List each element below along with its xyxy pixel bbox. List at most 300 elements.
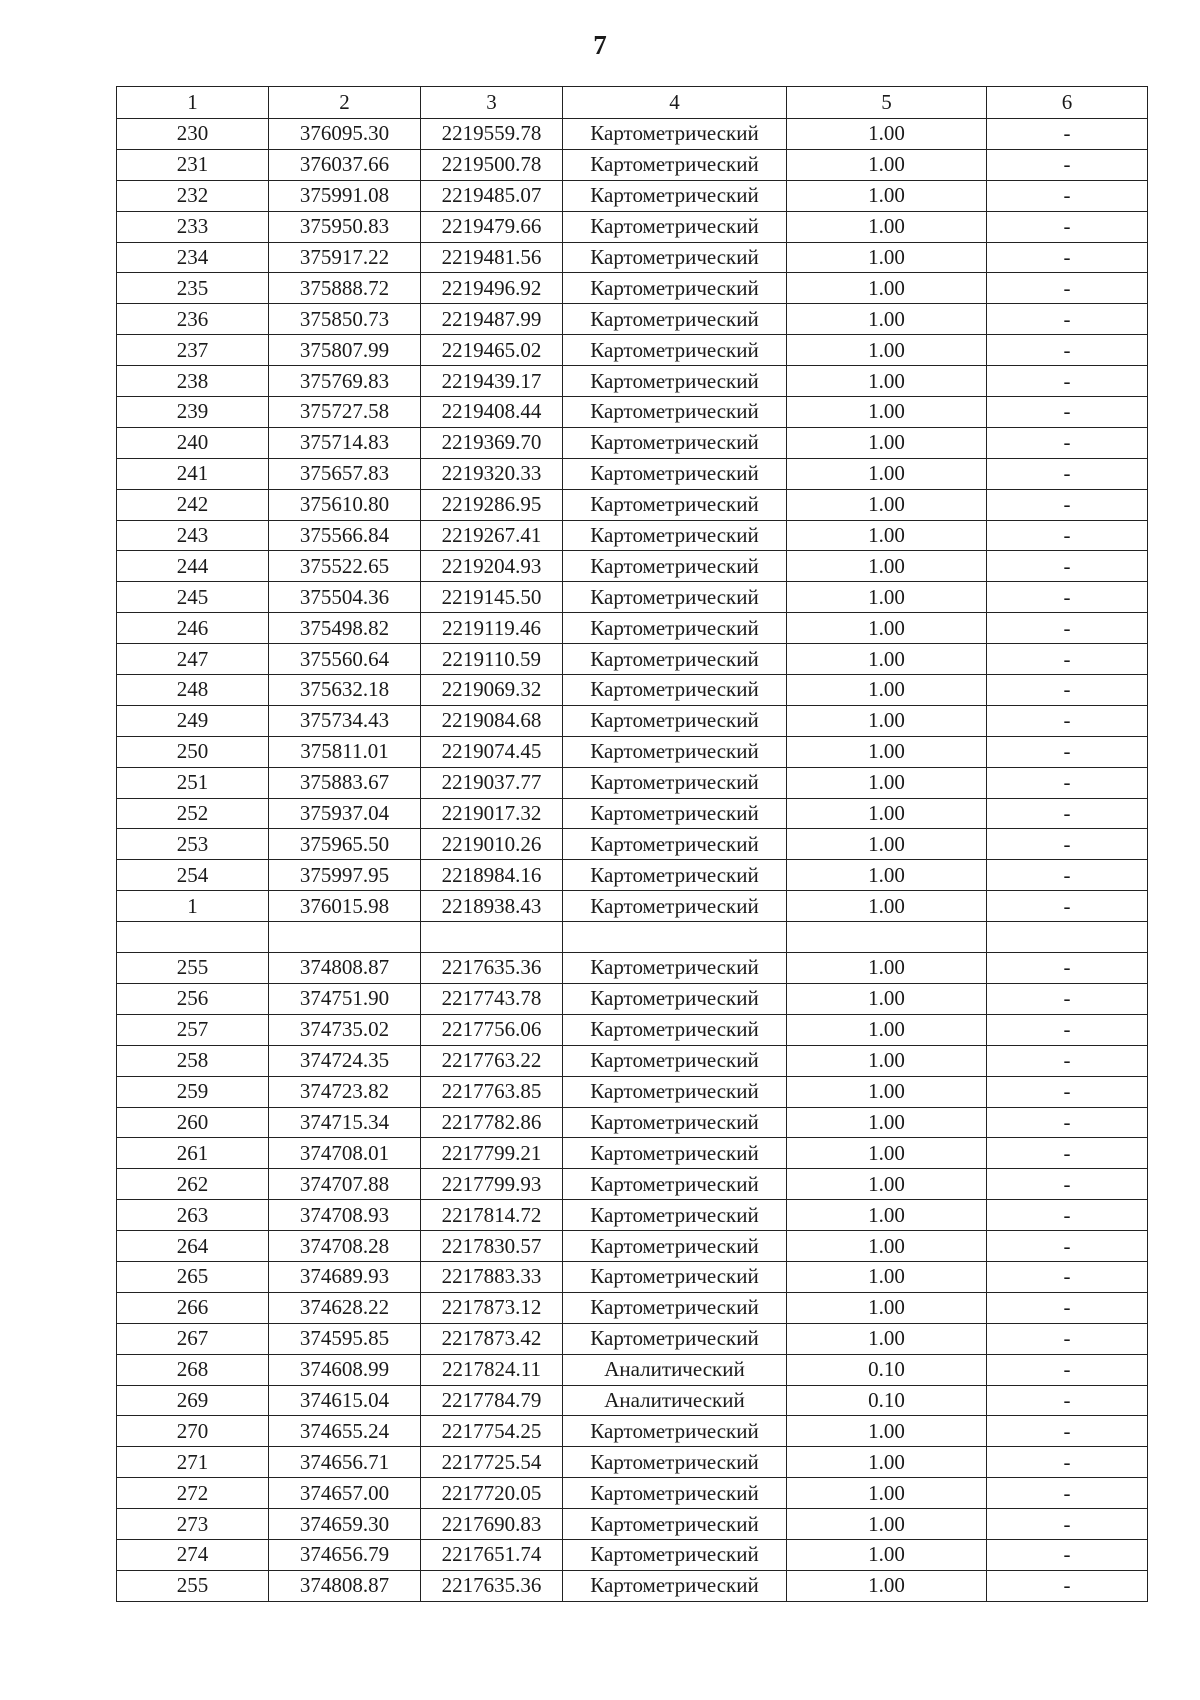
method-cell: Картометрический xyxy=(563,149,787,180)
description-cell: - xyxy=(987,180,1148,211)
x-coordinate-cell: 376037.66 xyxy=(269,149,421,180)
y-coordinate-cell: 2217830.57 xyxy=(421,1231,563,1262)
accuracy-cell: 0.10 xyxy=(787,1354,987,1385)
point-number-cell: 258 xyxy=(117,1045,269,1076)
point-number-cell: 251 xyxy=(117,767,269,798)
method-cell: Картометрический xyxy=(563,1138,787,1169)
y-coordinate-cell: 2219465.02 xyxy=(421,335,563,366)
description-cell: - xyxy=(987,211,1148,242)
accuracy-cell: 1.00 xyxy=(787,736,987,767)
y-coordinate-cell: 2217824.11 xyxy=(421,1354,563,1385)
x-coordinate-cell: 375727.58 xyxy=(269,397,421,428)
point-number-cell: 243 xyxy=(117,520,269,551)
x-coordinate-cell: 374689.93 xyxy=(269,1261,421,1292)
accuracy-cell: 1.00 xyxy=(787,520,987,551)
description-cell xyxy=(987,922,1148,953)
method-cell: Картометрический xyxy=(563,1570,787,1601)
point-number-cell: 236 xyxy=(117,304,269,335)
y-coordinate-cell: 2218984.16 xyxy=(421,860,563,891)
point-number-cell: 272 xyxy=(117,1478,269,1509)
accuracy-cell: 1.00 xyxy=(787,1292,987,1323)
accuracy-cell: 1.00 xyxy=(787,211,987,242)
table-row xyxy=(117,767,1148,798)
x-coordinate-cell: 375965.50 xyxy=(269,829,421,860)
description-cell: - xyxy=(987,829,1148,860)
method-cell: Картометрический xyxy=(563,427,787,458)
accuracy-cell: 1.00 xyxy=(787,798,987,829)
x-coordinate-cell: 374656.79 xyxy=(269,1539,421,1570)
x-coordinate-cell: 374724.35 xyxy=(269,1045,421,1076)
x-coordinate-cell: 375950.83 xyxy=(269,211,421,242)
description-cell: - xyxy=(987,953,1148,984)
y-coordinate-cell: 2217756.06 xyxy=(421,1014,563,1045)
y-coordinate-cell: 2219320.33 xyxy=(421,458,563,489)
table-row xyxy=(117,458,1148,489)
table-row xyxy=(117,829,1148,860)
point-number-cell: 255 xyxy=(117,1570,269,1601)
x-coordinate-cell: 375498.82 xyxy=(269,613,421,644)
point-number-cell: 245 xyxy=(117,582,269,613)
y-coordinate-cell: 2219439.17 xyxy=(421,366,563,397)
accuracy-cell: 1.00 xyxy=(787,489,987,520)
x-coordinate-cell: 376095.30 xyxy=(269,119,421,150)
x-coordinate-cell: 374735.02 xyxy=(269,1014,421,1045)
method-cell: Картометрический xyxy=(563,211,787,242)
description-cell: - xyxy=(987,1107,1148,1138)
description-cell: - xyxy=(987,1231,1148,1262)
description-cell: - xyxy=(987,736,1148,767)
x-coordinate-cell: 375504.36 xyxy=(269,582,421,613)
description-cell: - xyxy=(987,767,1148,798)
y-coordinate-cell: 2219487.99 xyxy=(421,304,563,335)
accuracy-cell: 1.00 xyxy=(787,983,987,1014)
header-cell-1: 1 xyxy=(117,87,269,119)
y-coordinate-cell: 2219479.66 xyxy=(421,211,563,242)
accuracy-cell: 1.00 xyxy=(787,829,987,860)
accuracy-cell: 1.00 xyxy=(787,1107,987,1138)
description-cell: - xyxy=(987,1416,1148,1447)
table-row xyxy=(117,1107,1148,1138)
table-row xyxy=(117,520,1148,551)
accuracy-cell: 1.00 xyxy=(787,613,987,644)
y-coordinate-cell: 2219286.95 xyxy=(421,489,563,520)
table-row xyxy=(117,211,1148,242)
accuracy-cell: 1.00 xyxy=(787,551,987,582)
x-coordinate-cell: 374707.88 xyxy=(269,1169,421,1200)
point-number-cell: 234 xyxy=(117,242,269,273)
accuracy-cell: 1.00 xyxy=(787,1231,987,1262)
x-coordinate-cell: 374628.22 xyxy=(269,1292,421,1323)
accuracy-cell: 1.00 xyxy=(787,366,987,397)
method-cell: Картометрический xyxy=(563,736,787,767)
point-number-cell: 252 xyxy=(117,798,269,829)
point-number-cell: 231 xyxy=(117,149,269,180)
y-coordinate-cell: 2219017.32 xyxy=(421,798,563,829)
table-row xyxy=(117,1539,1148,1570)
table-row xyxy=(117,1509,1148,1540)
method-cell: Картометрический xyxy=(563,860,787,891)
x-coordinate-cell: 374808.87 xyxy=(269,1570,421,1601)
point-number-cell: 244 xyxy=(117,551,269,582)
x-coordinate-cell xyxy=(269,922,421,953)
accuracy-cell: 1.00 xyxy=(787,953,987,984)
description-cell: - xyxy=(987,798,1148,829)
table-row xyxy=(117,798,1148,829)
x-coordinate-cell: 374751.90 xyxy=(269,983,421,1014)
y-coordinate-cell: 2219119.46 xyxy=(421,613,563,644)
accuracy-cell: 1.00 xyxy=(787,705,987,736)
y-coordinate-cell: 2219267.41 xyxy=(421,520,563,551)
y-coordinate-cell: 2219010.26 xyxy=(421,829,563,860)
table-row xyxy=(117,891,1148,922)
method-cell: Картометрический xyxy=(563,767,787,798)
description-cell: - xyxy=(987,520,1148,551)
description-cell: - xyxy=(987,149,1148,180)
table-row xyxy=(117,242,1148,273)
method-cell: Картометрический xyxy=(563,829,787,860)
table-row xyxy=(117,180,1148,211)
y-coordinate-cell: 2217799.21 xyxy=(421,1138,563,1169)
x-coordinate-cell: 375807.99 xyxy=(269,335,421,366)
description-cell: - xyxy=(987,397,1148,428)
method-cell: Картометрический xyxy=(563,180,787,211)
table-row xyxy=(117,1231,1148,1262)
accuracy-cell: 0.10 xyxy=(787,1385,987,1416)
table-row xyxy=(117,1478,1148,1509)
table-row xyxy=(117,397,1148,428)
method-cell: Картометрический xyxy=(563,1292,787,1323)
description-cell: - xyxy=(987,675,1148,706)
accuracy-cell: 1.00 xyxy=(787,1416,987,1447)
description-cell: - xyxy=(987,891,1148,922)
y-coordinate-cell: 2219496.92 xyxy=(421,273,563,304)
x-coordinate-cell: 375522.65 xyxy=(269,551,421,582)
table-row xyxy=(117,489,1148,520)
point-number-cell: 250 xyxy=(117,736,269,767)
x-coordinate-cell: 374608.99 xyxy=(269,1354,421,1385)
table-row xyxy=(117,1076,1148,1107)
method-cell: Картометрический xyxy=(563,397,787,428)
method-cell: Картометрический xyxy=(563,119,787,150)
method-cell: Картометрический xyxy=(563,613,787,644)
description-cell: - xyxy=(987,1292,1148,1323)
point-number-cell: 261 xyxy=(117,1138,269,1169)
accuracy-cell: 1.00 xyxy=(787,1014,987,1045)
description-cell: - xyxy=(987,1447,1148,1478)
description-cell: - xyxy=(987,1354,1148,1385)
x-coordinate-cell: 375883.67 xyxy=(269,767,421,798)
method-cell: Картометрический xyxy=(563,1045,787,1076)
description-cell: - xyxy=(987,1014,1148,1045)
point-number-cell: 232 xyxy=(117,180,269,211)
accuracy-cell xyxy=(787,922,987,953)
table-row xyxy=(117,1385,1148,1416)
table-row xyxy=(117,860,1148,891)
y-coordinate-cell: 2219069.32 xyxy=(421,675,563,706)
table-row xyxy=(117,953,1148,984)
x-coordinate-cell: 375888.72 xyxy=(269,273,421,304)
method-cell: Картометрический xyxy=(563,1014,787,1045)
point-number-cell: 266 xyxy=(117,1292,269,1323)
x-coordinate-cell: 374657.00 xyxy=(269,1478,421,1509)
point-number-cell: 270 xyxy=(117,1416,269,1447)
table-row xyxy=(117,644,1148,675)
table-row xyxy=(117,705,1148,736)
y-coordinate-cell xyxy=(421,922,563,953)
method-cell: Картометрический xyxy=(563,1478,787,1509)
method-cell: Картометрический xyxy=(563,304,787,335)
x-coordinate-cell: 374708.01 xyxy=(269,1138,421,1169)
table-body xyxy=(117,87,1148,1602)
description-cell: - xyxy=(987,613,1148,644)
method-cell: Картометрический xyxy=(563,366,787,397)
accuracy-cell: 1.00 xyxy=(787,1323,987,1354)
point-number-cell: 240 xyxy=(117,427,269,458)
point-number-cell: 241 xyxy=(117,458,269,489)
x-coordinate-cell: 375937.04 xyxy=(269,798,421,829)
method-cell: Картометрический xyxy=(563,489,787,520)
x-coordinate-cell: 374715.34 xyxy=(269,1107,421,1138)
method-cell: Аналитический xyxy=(563,1385,787,1416)
accuracy-cell: 1.00 xyxy=(787,397,987,428)
accuracy-cell: 1.00 xyxy=(787,1138,987,1169)
method-cell: Картометрический xyxy=(563,1200,787,1231)
x-coordinate-cell: 374708.28 xyxy=(269,1231,421,1262)
table-row xyxy=(117,273,1148,304)
header-cell-4: 4 xyxy=(563,87,787,119)
description-cell: - xyxy=(987,1169,1148,1200)
separator-row xyxy=(117,922,1148,953)
x-coordinate-cell: 375734.43 xyxy=(269,705,421,736)
y-coordinate-cell: 2217635.36 xyxy=(421,1570,563,1601)
description-cell: - xyxy=(987,1478,1148,1509)
table-row xyxy=(117,582,1148,613)
accuracy-cell: 1.00 xyxy=(787,767,987,798)
method-cell: Картометрический xyxy=(563,551,787,582)
x-coordinate-cell: 374659.30 xyxy=(269,1509,421,1540)
y-coordinate-cell: 2219074.45 xyxy=(421,736,563,767)
point-number-cell: 257 xyxy=(117,1014,269,1045)
method-cell: Картометрический xyxy=(563,520,787,551)
y-coordinate-cell: 2217883.33 xyxy=(421,1261,563,1292)
description-cell: - xyxy=(987,273,1148,304)
method-cell: Картометрический xyxy=(563,1509,787,1540)
method-cell: Картометрический xyxy=(563,1447,787,1478)
x-coordinate-cell: 374595.85 xyxy=(269,1323,421,1354)
accuracy-cell: 1.00 xyxy=(787,335,987,366)
y-coordinate-cell: 2217720.05 xyxy=(421,1478,563,1509)
method-cell: Картометрический xyxy=(563,1076,787,1107)
method-cell: Картометрический xyxy=(563,798,787,829)
table-row xyxy=(117,1323,1148,1354)
x-coordinate-cell: 375560.64 xyxy=(269,644,421,675)
accuracy-cell: 1.00 xyxy=(787,304,987,335)
x-coordinate-cell: 375769.83 xyxy=(269,366,421,397)
y-coordinate-cell: 2217743.78 xyxy=(421,983,563,1014)
table-row xyxy=(117,1292,1148,1323)
point-number-cell: 265 xyxy=(117,1261,269,1292)
y-coordinate-cell: 2217635.36 xyxy=(421,953,563,984)
description-cell: - xyxy=(987,119,1148,150)
accuracy-cell: 1.00 xyxy=(787,1261,987,1292)
header-cell-6: 6 xyxy=(987,87,1148,119)
table-row xyxy=(117,736,1148,767)
method-cell: Картометрический xyxy=(563,1107,787,1138)
x-coordinate-cell: 374708.93 xyxy=(269,1200,421,1231)
point-number-cell: 274 xyxy=(117,1539,269,1570)
point-number-cell: 264 xyxy=(117,1231,269,1262)
x-coordinate-cell: 374808.87 xyxy=(269,953,421,984)
point-number-cell: 1 xyxy=(117,891,269,922)
description-cell: - xyxy=(987,860,1148,891)
accuracy-cell: 1.00 xyxy=(787,1169,987,1200)
method-cell: Картометрический xyxy=(563,1261,787,1292)
method-cell: Картометрический xyxy=(563,1416,787,1447)
accuracy-cell: 1.00 xyxy=(787,675,987,706)
description-cell: - xyxy=(987,644,1148,675)
point-number-cell: 255 xyxy=(117,953,269,984)
y-coordinate-cell: 2219369.70 xyxy=(421,427,563,458)
x-coordinate-cell: 375566.84 xyxy=(269,520,421,551)
x-coordinate-cell: 375850.73 xyxy=(269,304,421,335)
method-cell: Картометрический xyxy=(563,1169,787,1200)
point-number-cell: 235 xyxy=(117,273,269,304)
accuracy-cell: 1.00 xyxy=(787,644,987,675)
x-coordinate-cell: 374615.04 xyxy=(269,1385,421,1416)
point-number-cell: 273 xyxy=(117,1509,269,1540)
x-coordinate-cell: 374655.24 xyxy=(269,1416,421,1447)
description-cell: - xyxy=(987,582,1148,613)
method-cell: Картометрический xyxy=(563,273,787,304)
point-number-cell: 269 xyxy=(117,1385,269,1416)
accuracy-cell: 1.00 xyxy=(787,427,987,458)
y-coordinate-cell: 2219145.50 xyxy=(421,582,563,613)
method-cell: Аналитический xyxy=(563,1354,787,1385)
y-coordinate-cell: 2217814.72 xyxy=(421,1200,563,1231)
method-cell: Картометрический xyxy=(563,675,787,706)
description-cell: - xyxy=(987,335,1148,366)
accuracy-cell: 1.00 xyxy=(787,1570,987,1601)
table-row xyxy=(117,675,1148,706)
accuracy-cell: 1.00 xyxy=(787,1478,987,1509)
description-cell: - xyxy=(987,1200,1148,1231)
accuracy-cell: 1.00 xyxy=(787,860,987,891)
table-row xyxy=(117,335,1148,366)
description-cell: - xyxy=(987,1138,1148,1169)
method-cell: Картометрический xyxy=(563,983,787,1014)
table-row xyxy=(117,1014,1148,1045)
table-row xyxy=(117,1570,1148,1601)
description-cell: - xyxy=(987,489,1148,520)
table-row xyxy=(117,119,1148,150)
y-coordinate-cell: 2218938.43 xyxy=(421,891,563,922)
x-coordinate-cell: 376015.98 xyxy=(269,891,421,922)
header-cell-2: 2 xyxy=(269,87,421,119)
y-coordinate-cell: 2217725.54 xyxy=(421,1447,563,1478)
y-coordinate-cell: 2219559.78 xyxy=(421,119,563,150)
accuracy-cell: 1.00 xyxy=(787,891,987,922)
table-row xyxy=(117,1200,1148,1231)
description-cell: - xyxy=(987,366,1148,397)
x-coordinate-cell: 375610.80 xyxy=(269,489,421,520)
accuracy-cell: 1.00 xyxy=(787,582,987,613)
accuracy-cell: 1.00 xyxy=(787,1045,987,1076)
header-cell-5: 5 xyxy=(787,87,987,119)
accuracy-cell: 1.00 xyxy=(787,180,987,211)
method-cell: Картометрический xyxy=(563,1323,787,1354)
x-coordinate-cell: 375714.83 xyxy=(269,427,421,458)
point-number-cell: 254 xyxy=(117,860,269,891)
method-cell: Картометрический xyxy=(563,1231,787,1262)
point-number-cell xyxy=(117,922,269,953)
y-coordinate-cell: 2217763.22 xyxy=(421,1045,563,1076)
point-number-cell: 268 xyxy=(117,1354,269,1385)
x-coordinate-cell: 375632.18 xyxy=(269,675,421,706)
point-number-cell: 253 xyxy=(117,829,269,860)
method-cell: Картометрический xyxy=(563,891,787,922)
x-coordinate-cell: 375811.01 xyxy=(269,736,421,767)
description-cell: - xyxy=(987,1509,1148,1540)
coordinates-table xyxy=(116,86,1148,1602)
table-row xyxy=(117,1354,1148,1385)
method-cell: Картометрический xyxy=(563,242,787,273)
point-number-cell: 248 xyxy=(117,675,269,706)
y-coordinate-cell: 2219408.44 xyxy=(421,397,563,428)
point-number-cell: 238 xyxy=(117,366,269,397)
description-cell: - xyxy=(987,1385,1148,1416)
y-coordinate-cell: 2217690.83 xyxy=(421,1509,563,1540)
y-coordinate-cell: 2217651.74 xyxy=(421,1539,563,1570)
point-number-cell: 237 xyxy=(117,335,269,366)
description-cell: - xyxy=(987,1076,1148,1107)
description-cell: - xyxy=(987,1570,1148,1601)
description-cell: - xyxy=(987,242,1148,273)
y-coordinate-cell: 2219204.93 xyxy=(421,551,563,582)
point-number-cell: 239 xyxy=(117,397,269,428)
y-coordinate-cell: 2219500.78 xyxy=(421,149,563,180)
method-cell: Картометрический xyxy=(563,705,787,736)
x-coordinate-cell: 375997.95 xyxy=(269,860,421,891)
point-number-cell: 233 xyxy=(117,211,269,242)
x-coordinate-cell: 375657.83 xyxy=(269,458,421,489)
y-coordinate-cell: 2217873.12 xyxy=(421,1292,563,1323)
method-cell: Картометрический xyxy=(563,1539,787,1570)
x-coordinate-cell: 374723.82 xyxy=(269,1076,421,1107)
point-number-cell: 259 xyxy=(117,1076,269,1107)
table-row xyxy=(117,366,1148,397)
table-row xyxy=(117,983,1148,1014)
point-number-cell: 260 xyxy=(117,1107,269,1138)
point-number-cell: 247 xyxy=(117,644,269,675)
accuracy-cell: 1.00 xyxy=(787,149,987,180)
table-row xyxy=(117,1447,1148,1478)
description-cell: - xyxy=(987,983,1148,1014)
point-number-cell: 271 xyxy=(117,1447,269,1478)
point-number-cell: 256 xyxy=(117,983,269,1014)
accuracy-cell: 1.00 xyxy=(787,1200,987,1231)
y-coordinate-cell: 2219037.77 xyxy=(421,767,563,798)
y-coordinate-cell: 2219485.07 xyxy=(421,180,563,211)
point-number-cell: 246 xyxy=(117,613,269,644)
table-row xyxy=(117,1261,1148,1292)
description-cell: - xyxy=(987,458,1148,489)
accuracy-cell: 1.00 xyxy=(787,1539,987,1570)
point-number-cell: 230 xyxy=(117,119,269,150)
table-row xyxy=(117,551,1148,582)
description-cell: - xyxy=(987,705,1148,736)
table-row xyxy=(117,1416,1148,1447)
description-cell: - xyxy=(987,1539,1148,1570)
